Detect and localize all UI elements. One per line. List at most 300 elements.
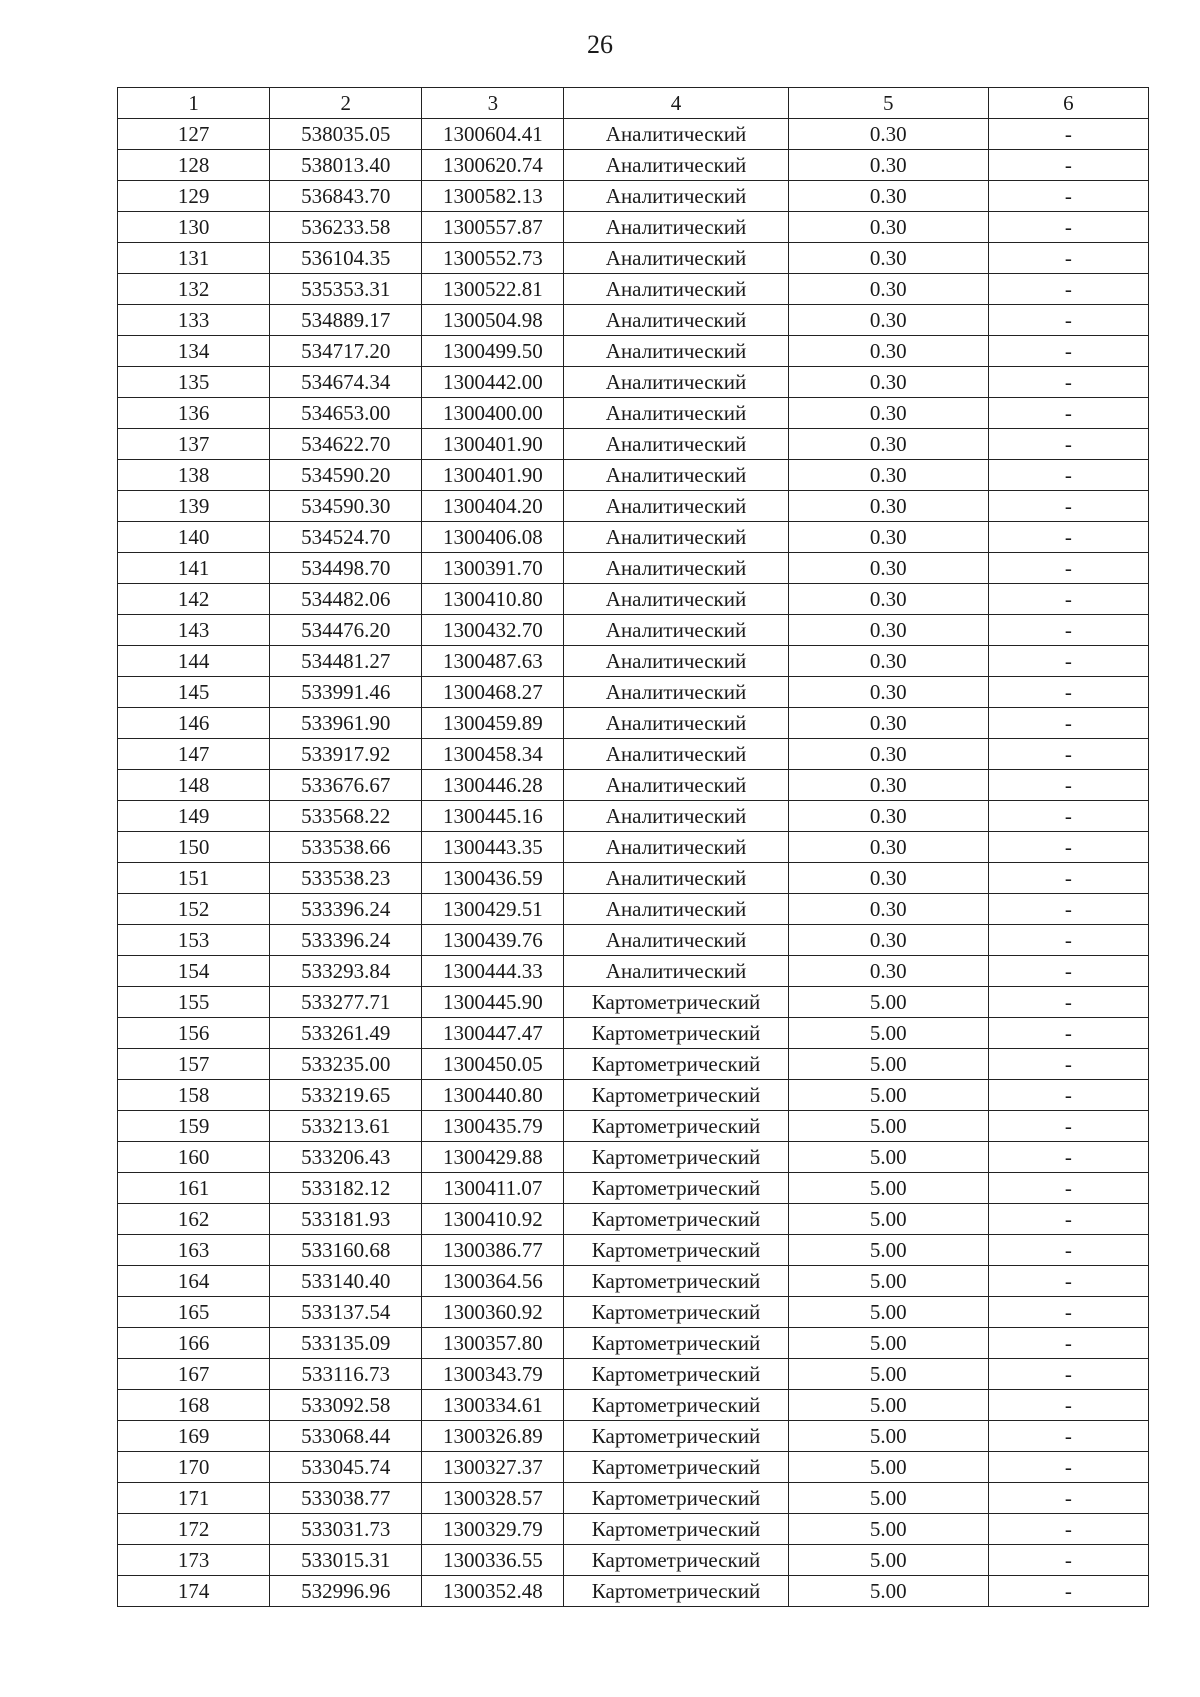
- note-cell: -: [988, 336, 1148, 367]
- x-coordinate-cell: 538013.40: [270, 150, 422, 181]
- note-cell: -: [988, 1266, 1148, 1297]
- point-number-cell: 139: [118, 491, 270, 522]
- x-coordinate-cell: 534482.06: [270, 584, 422, 615]
- note-cell: -: [988, 181, 1148, 212]
- table-row: [118, 677, 1149, 708]
- note-cell: -: [988, 1390, 1148, 1421]
- y-coordinate-cell: 1300459.89: [422, 708, 564, 739]
- point-number-cell: 168: [118, 1390, 270, 1421]
- note-cell: -: [988, 1204, 1148, 1235]
- table-row: [118, 646, 1149, 677]
- point-number-cell: 136: [118, 398, 270, 429]
- y-coordinate-cell: 1300336.55: [422, 1545, 564, 1576]
- point-number-cell: 155: [118, 987, 270, 1018]
- table-row: [118, 801, 1149, 832]
- note-cell: -: [988, 1545, 1148, 1576]
- y-coordinate-cell: 1300329.79: [422, 1514, 564, 1545]
- note-cell: -: [988, 1111, 1148, 1142]
- y-coordinate-cell: 1300432.70: [422, 615, 564, 646]
- table-row: [118, 1204, 1149, 1235]
- accuracy-cell: 0.30: [788, 770, 988, 801]
- method-cell: Аналитический: [564, 243, 788, 274]
- accuracy-cell: 0.30: [788, 739, 988, 770]
- accuracy-cell: 5.00: [788, 1266, 988, 1297]
- y-coordinate-cell: 1300620.74: [422, 150, 564, 181]
- y-coordinate-cell: 1300446.28: [422, 770, 564, 801]
- accuracy-cell: 0.30: [788, 367, 988, 398]
- table-row: [118, 1545, 1149, 1576]
- method-cell: Картометрический: [564, 1328, 788, 1359]
- table-row: [118, 987, 1149, 1018]
- point-number-cell: 167: [118, 1359, 270, 1390]
- point-number-cell: 154: [118, 956, 270, 987]
- note-cell: -: [988, 305, 1148, 336]
- x-coordinate-cell: 532996.96: [270, 1576, 422, 1607]
- x-coordinate-cell: 533396.24: [270, 925, 422, 956]
- x-coordinate-cell: 536104.35: [270, 243, 422, 274]
- point-number-cell: 135: [118, 367, 270, 398]
- accuracy-cell: 0.30: [788, 398, 988, 429]
- header-cell-col3: 3: [422, 88, 564, 119]
- accuracy-cell: 5.00: [788, 1173, 988, 1204]
- x-coordinate-cell: 533092.58: [270, 1390, 422, 1421]
- header-cell-col4: 4: [564, 88, 788, 119]
- note-cell: -: [988, 1483, 1148, 1514]
- y-coordinate-cell: 1300410.80: [422, 584, 564, 615]
- table-row: [118, 1328, 1149, 1359]
- method-cell: Аналитический: [564, 739, 788, 770]
- note-cell: -: [988, 1080, 1148, 1111]
- accuracy-cell: 5.00: [788, 1111, 988, 1142]
- table-row: [118, 708, 1149, 739]
- note-cell: -: [988, 584, 1148, 615]
- x-coordinate-cell: 533568.22: [270, 801, 422, 832]
- point-number-cell: 169: [118, 1421, 270, 1452]
- table-row: [118, 1111, 1149, 1142]
- y-coordinate-cell: 1300391.70: [422, 553, 564, 584]
- table-row: [118, 1514, 1149, 1545]
- note-cell: -: [988, 522, 1148, 553]
- point-number-cell: 148: [118, 770, 270, 801]
- table-row: [118, 429, 1149, 460]
- accuracy-cell: 5.00: [788, 1297, 988, 1328]
- point-number-cell: 147: [118, 739, 270, 770]
- x-coordinate-cell: 534674.34: [270, 367, 422, 398]
- method-cell: Аналитический: [564, 429, 788, 460]
- x-coordinate-cell: 533277.71: [270, 987, 422, 1018]
- table-header: [118, 88, 1149, 119]
- note-cell: -: [988, 863, 1148, 894]
- x-coordinate-cell: 536233.58: [270, 212, 422, 243]
- y-coordinate-cell: 1300410.92: [422, 1204, 564, 1235]
- table-row: [118, 1173, 1149, 1204]
- table-row: [118, 832, 1149, 863]
- table-body: [118, 119, 1149, 1607]
- note-cell: -: [988, 1514, 1148, 1545]
- x-coordinate-cell: 533206.43: [270, 1142, 422, 1173]
- x-coordinate-cell: 534717.20: [270, 336, 422, 367]
- accuracy-cell: 0.30: [788, 460, 988, 491]
- table-row: [118, 1390, 1149, 1421]
- x-coordinate-cell: 533182.12: [270, 1173, 422, 1204]
- point-number-cell: 132: [118, 274, 270, 305]
- accuracy-cell: 5.00: [788, 987, 988, 1018]
- note-cell: -: [988, 832, 1148, 863]
- note-cell: -: [988, 708, 1148, 739]
- method-cell: Аналитический: [564, 398, 788, 429]
- y-coordinate-cell: 1300386.77: [422, 1235, 564, 1266]
- y-coordinate-cell: 1300327.37: [422, 1452, 564, 1483]
- x-coordinate-cell: 533538.23: [270, 863, 422, 894]
- method-cell: Аналитический: [564, 212, 788, 243]
- method-cell: Картометрический: [564, 1576, 788, 1607]
- y-coordinate-cell: 1300604.41: [422, 119, 564, 150]
- method-cell: Картометрический: [564, 1421, 788, 1452]
- method-cell: Аналитический: [564, 150, 788, 181]
- table-row: [118, 119, 1149, 150]
- method-cell: Аналитический: [564, 460, 788, 491]
- method-cell: Аналитический: [564, 522, 788, 553]
- x-coordinate-cell: 533015.31: [270, 1545, 422, 1576]
- table-row: [118, 584, 1149, 615]
- note-cell: -: [988, 739, 1148, 770]
- method-cell: Аналитический: [564, 801, 788, 832]
- y-coordinate-cell: 1300468.27: [422, 677, 564, 708]
- note-cell: -: [988, 553, 1148, 584]
- method-cell: Картометрический: [564, 1266, 788, 1297]
- method-cell: Аналитический: [564, 956, 788, 987]
- point-number-cell: 145: [118, 677, 270, 708]
- x-coordinate-cell: 536843.70: [270, 181, 422, 212]
- y-coordinate-cell: 1300435.79: [422, 1111, 564, 1142]
- point-number-cell: 149: [118, 801, 270, 832]
- table-row: [118, 1483, 1149, 1514]
- point-number-cell: 140: [118, 522, 270, 553]
- y-coordinate-cell: 1300557.87: [422, 212, 564, 243]
- table-row: [118, 367, 1149, 398]
- method-cell: Аналитический: [564, 274, 788, 305]
- note-cell: -: [988, 1421, 1148, 1452]
- method-cell: Аналитический: [564, 119, 788, 150]
- table-row: [118, 925, 1149, 956]
- accuracy-cell: 5.00: [788, 1514, 988, 1545]
- header-cell-col6: 6: [988, 88, 1148, 119]
- y-coordinate-cell: 1300552.73: [422, 243, 564, 274]
- x-coordinate-cell: 533140.40: [270, 1266, 422, 1297]
- table-row: [118, 863, 1149, 894]
- y-coordinate-cell: 1300401.90: [422, 460, 564, 491]
- point-number-cell: 129: [118, 181, 270, 212]
- note-cell: -: [988, 1576, 1148, 1607]
- note-cell: -: [988, 956, 1148, 987]
- x-coordinate-cell: 533181.93: [270, 1204, 422, 1235]
- method-cell: Картометрический: [564, 1049, 788, 1080]
- x-coordinate-cell: 533261.49: [270, 1018, 422, 1049]
- note-cell: -: [988, 1049, 1148, 1080]
- x-coordinate-cell: 534590.30: [270, 491, 422, 522]
- x-coordinate-cell: 533031.73: [270, 1514, 422, 1545]
- y-coordinate-cell: 1300404.20: [422, 491, 564, 522]
- x-coordinate-cell: 534622.70: [270, 429, 422, 460]
- y-coordinate-cell: 1300458.34: [422, 739, 564, 770]
- y-coordinate-cell: 1300522.81: [422, 274, 564, 305]
- y-coordinate-cell: 1300504.98: [422, 305, 564, 336]
- method-cell: Аналитический: [564, 770, 788, 801]
- accuracy-cell: 0.30: [788, 522, 988, 553]
- point-number-cell: 170: [118, 1452, 270, 1483]
- point-number-cell: 137: [118, 429, 270, 460]
- y-coordinate-cell: 1300444.33: [422, 956, 564, 987]
- table-row: [118, 1576, 1149, 1607]
- accuracy-cell: 0.30: [788, 243, 988, 274]
- table-row: [118, 305, 1149, 336]
- table-row: [118, 181, 1149, 212]
- x-coordinate-cell: 533068.44: [270, 1421, 422, 1452]
- method-cell: Аналитический: [564, 615, 788, 646]
- accuracy-cell: 0.30: [788, 584, 988, 615]
- accuracy-cell: 0.30: [788, 832, 988, 863]
- method-cell: Картометрический: [564, 1080, 788, 1111]
- y-coordinate-cell: 1300439.76: [422, 925, 564, 956]
- note-cell: -: [988, 212, 1148, 243]
- x-coordinate-cell: 535353.31: [270, 274, 422, 305]
- accuracy-cell: 0.30: [788, 708, 988, 739]
- table-row: [118, 739, 1149, 770]
- method-cell: Картометрический: [564, 1111, 788, 1142]
- note-cell: -: [988, 460, 1148, 491]
- accuracy-cell: 5.00: [788, 1576, 988, 1607]
- accuracy-cell: 0.30: [788, 305, 988, 336]
- method-cell: Картометрический: [564, 1545, 788, 1576]
- coordinates-table: [117, 87, 1149, 1607]
- accuracy-cell: 0.30: [788, 925, 988, 956]
- method-cell: Аналитический: [564, 894, 788, 925]
- note-cell: -: [988, 367, 1148, 398]
- y-coordinate-cell: 1300429.88: [422, 1142, 564, 1173]
- table-row: [118, 243, 1149, 274]
- method-cell: Картометрический: [564, 1483, 788, 1514]
- table-row: [118, 1018, 1149, 1049]
- x-coordinate-cell: 533396.24: [270, 894, 422, 925]
- point-number-cell: 173: [118, 1545, 270, 1576]
- point-number-cell: 172: [118, 1514, 270, 1545]
- method-cell: Картометрический: [564, 1142, 788, 1173]
- table-row: [118, 1359, 1149, 1390]
- accuracy-cell: 0.30: [788, 119, 988, 150]
- table-row: [118, 336, 1149, 367]
- x-coordinate-cell: 533116.73: [270, 1359, 422, 1390]
- note-cell: -: [988, 491, 1148, 522]
- method-cell: Картометрический: [564, 1173, 788, 1204]
- method-cell: Аналитический: [564, 863, 788, 894]
- table-row: [118, 615, 1149, 646]
- accuracy-cell: 5.00: [788, 1142, 988, 1173]
- point-number-cell: 144: [118, 646, 270, 677]
- x-coordinate-cell: 534481.27: [270, 646, 422, 677]
- point-number-cell: 161: [118, 1173, 270, 1204]
- point-number-cell: 158: [118, 1080, 270, 1111]
- x-coordinate-cell: 534590.20: [270, 460, 422, 491]
- accuracy-cell: 5.00: [788, 1204, 988, 1235]
- accuracy-cell: 5.00: [788, 1390, 988, 1421]
- x-coordinate-cell: 533213.61: [270, 1111, 422, 1142]
- method-cell: Аналитический: [564, 708, 788, 739]
- y-coordinate-cell: 1300334.61: [422, 1390, 564, 1421]
- note-cell: -: [988, 615, 1148, 646]
- x-coordinate-cell: 534476.20: [270, 615, 422, 646]
- table-row: [118, 274, 1149, 305]
- table-row: [118, 522, 1149, 553]
- point-number-cell: 171: [118, 1483, 270, 1514]
- method-cell: Картометрический: [564, 1452, 788, 1483]
- point-number-cell: 134: [118, 336, 270, 367]
- x-coordinate-cell: 533961.90: [270, 708, 422, 739]
- note-cell: -: [988, 677, 1148, 708]
- accuracy-cell: 0.30: [788, 181, 988, 212]
- accuracy-cell: 0.30: [788, 646, 988, 677]
- point-number-cell: 164: [118, 1266, 270, 1297]
- point-number-cell: 157: [118, 1049, 270, 1080]
- method-cell: Аналитический: [564, 336, 788, 367]
- table-row: [118, 1421, 1149, 1452]
- point-number-cell: 133: [118, 305, 270, 336]
- method-cell: Аналитический: [564, 584, 788, 615]
- note-cell: -: [988, 1018, 1148, 1049]
- note-cell: -: [988, 274, 1148, 305]
- accuracy-cell: 5.00: [788, 1545, 988, 1576]
- accuracy-cell: 0.30: [788, 553, 988, 584]
- accuracy-cell: 5.00: [788, 1359, 988, 1390]
- y-coordinate-cell: 1300582.13: [422, 181, 564, 212]
- y-coordinate-cell: 1300357.80: [422, 1328, 564, 1359]
- table-row: [118, 1452, 1149, 1483]
- y-coordinate-cell: 1300400.00: [422, 398, 564, 429]
- y-coordinate-cell: 1300364.56: [422, 1266, 564, 1297]
- note-cell: -: [988, 119, 1148, 150]
- point-number-cell: 142: [118, 584, 270, 615]
- page-number: 26: [587, 30, 613, 59]
- y-coordinate-cell: 1300411.07: [422, 1173, 564, 1204]
- y-coordinate-cell: 1300447.47: [422, 1018, 564, 1049]
- point-number-cell: 150: [118, 832, 270, 863]
- table-row: [118, 770, 1149, 801]
- x-coordinate-cell: 533991.46: [270, 677, 422, 708]
- method-cell: Аналитический: [564, 677, 788, 708]
- note-cell: -: [988, 1359, 1148, 1390]
- method-cell: Картометрический: [564, 1390, 788, 1421]
- note-cell: -: [988, 1452, 1148, 1483]
- point-number-cell: 174: [118, 1576, 270, 1607]
- method-cell: Аналитический: [564, 367, 788, 398]
- x-coordinate-cell: 534889.17: [270, 305, 422, 336]
- y-coordinate-cell: 1300328.57: [422, 1483, 564, 1514]
- note-cell: -: [988, 1173, 1148, 1204]
- note-cell: -: [988, 770, 1148, 801]
- note-cell: -: [988, 987, 1148, 1018]
- x-coordinate-cell: 533235.00: [270, 1049, 422, 1080]
- y-coordinate-cell: 1300436.59: [422, 863, 564, 894]
- accuracy-cell: 0.30: [788, 212, 988, 243]
- point-number-cell: 159: [118, 1111, 270, 1142]
- method-cell: Картометрический: [564, 1235, 788, 1266]
- point-number-cell: 163: [118, 1235, 270, 1266]
- note-cell: -: [988, 243, 1148, 274]
- y-coordinate-cell: 1300499.50: [422, 336, 564, 367]
- method-cell: Аналитический: [564, 305, 788, 336]
- point-number-cell: 162: [118, 1204, 270, 1235]
- accuracy-cell: 0.30: [788, 336, 988, 367]
- method-cell: Картометрический: [564, 1359, 788, 1390]
- note-cell: -: [988, 429, 1148, 460]
- x-coordinate-cell: 533676.67: [270, 770, 422, 801]
- header-cell-col1: 1: [118, 88, 270, 119]
- table-row: [118, 1266, 1149, 1297]
- table-row: [118, 1235, 1149, 1266]
- y-coordinate-cell: 1300343.79: [422, 1359, 564, 1390]
- method-cell: Картометрический: [564, 1514, 788, 1545]
- y-coordinate-cell: 1300442.00: [422, 367, 564, 398]
- point-number-cell: 138: [118, 460, 270, 491]
- y-coordinate-cell: 1300445.90: [422, 987, 564, 1018]
- y-coordinate-cell: 1300360.92: [422, 1297, 564, 1328]
- accuracy-cell: 5.00: [788, 1328, 988, 1359]
- y-coordinate-cell: 1300352.48: [422, 1576, 564, 1607]
- x-coordinate-cell: 534524.70: [270, 522, 422, 553]
- table-row: [118, 150, 1149, 181]
- method-cell: Картометрический: [564, 1204, 788, 1235]
- accuracy-cell: 0.30: [788, 801, 988, 832]
- method-cell: Аналитический: [564, 553, 788, 584]
- point-number-cell: 131: [118, 243, 270, 274]
- y-coordinate-cell: 1300440.80: [422, 1080, 564, 1111]
- point-number-cell: 165: [118, 1297, 270, 1328]
- x-coordinate-cell: 533135.09: [270, 1328, 422, 1359]
- x-coordinate-cell: 533219.65: [270, 1080, 422, 1111]
- table-row: [118, 460, 1149, 491]
- accuracy-cell: 5.00: [788, 1049, 988, 1080]
- method-cell: Картометрический: [564, 987, 788, 1018]
- accuracy-cell: 0.30: [788, 677, 988, 708]
- header-cell-col5: 5: [788, 88, 988, 119]
- note-cell: -: [988, 398, 1148, 429]
- accuracy-cell: 0.30: [788, 150, 988, 181]
- accuracy-cell: 0.30: [788, 615, 988, 646]
- x-coordinate-cell: 538035.05: [270, 119, 422, 150]
- y-coordinate-cell: 1300326.89: [422, 1421, 564, 1452]
- note-cell: -: [988, 801, 1148, 832]
- method-cell: Аналитический: [564, 925, 788, 956]
- x-coordinate-cell: 533038.77: [270, 1483, 422, 1514]
- method-cell: Картометрический: [564, 1297, 788, 1328]
- method-cell: Аналитический: [564, 181, 788, 212]
- accuracy-cell: 5.00: [788, 1080, 988, 1111]
- y-coordinate-cell: 1300443.35: [422, 832, 564, 863]
- point-number-cell: 152: [118, 894, 270, 925]
- table-row: [118, 1142, 1149, 1173]
- y-coordinate-cell: 1300450.05: [422, 1049, 564, 1080]
- table-row: [118, 553, 1149, 584]
- y-coordinate-cell: 1300429.51: [422, 894, 564, 925]
- method-cell: Аналитический: [564, 646, 788, 677]
- table-row: [118, 894, 1149, 925]
- y-coordinate-cell: 1300487.63: [422, 646, 564, 677]
- method-cell: Картометрический: [564, 1018, 788, 1049]
- accuracy-cell: 5.00: [788, 1452, 988, 1483]
- note-cell: -: [988, 1297, 1148, 1328]
- method-cell: Аналитический: [564, 491, 788, 522]
- y-coordinate-cell: 1300406.08: [422, 522, 564, 553]
- table-row: [118, 398, 1149, 429]
